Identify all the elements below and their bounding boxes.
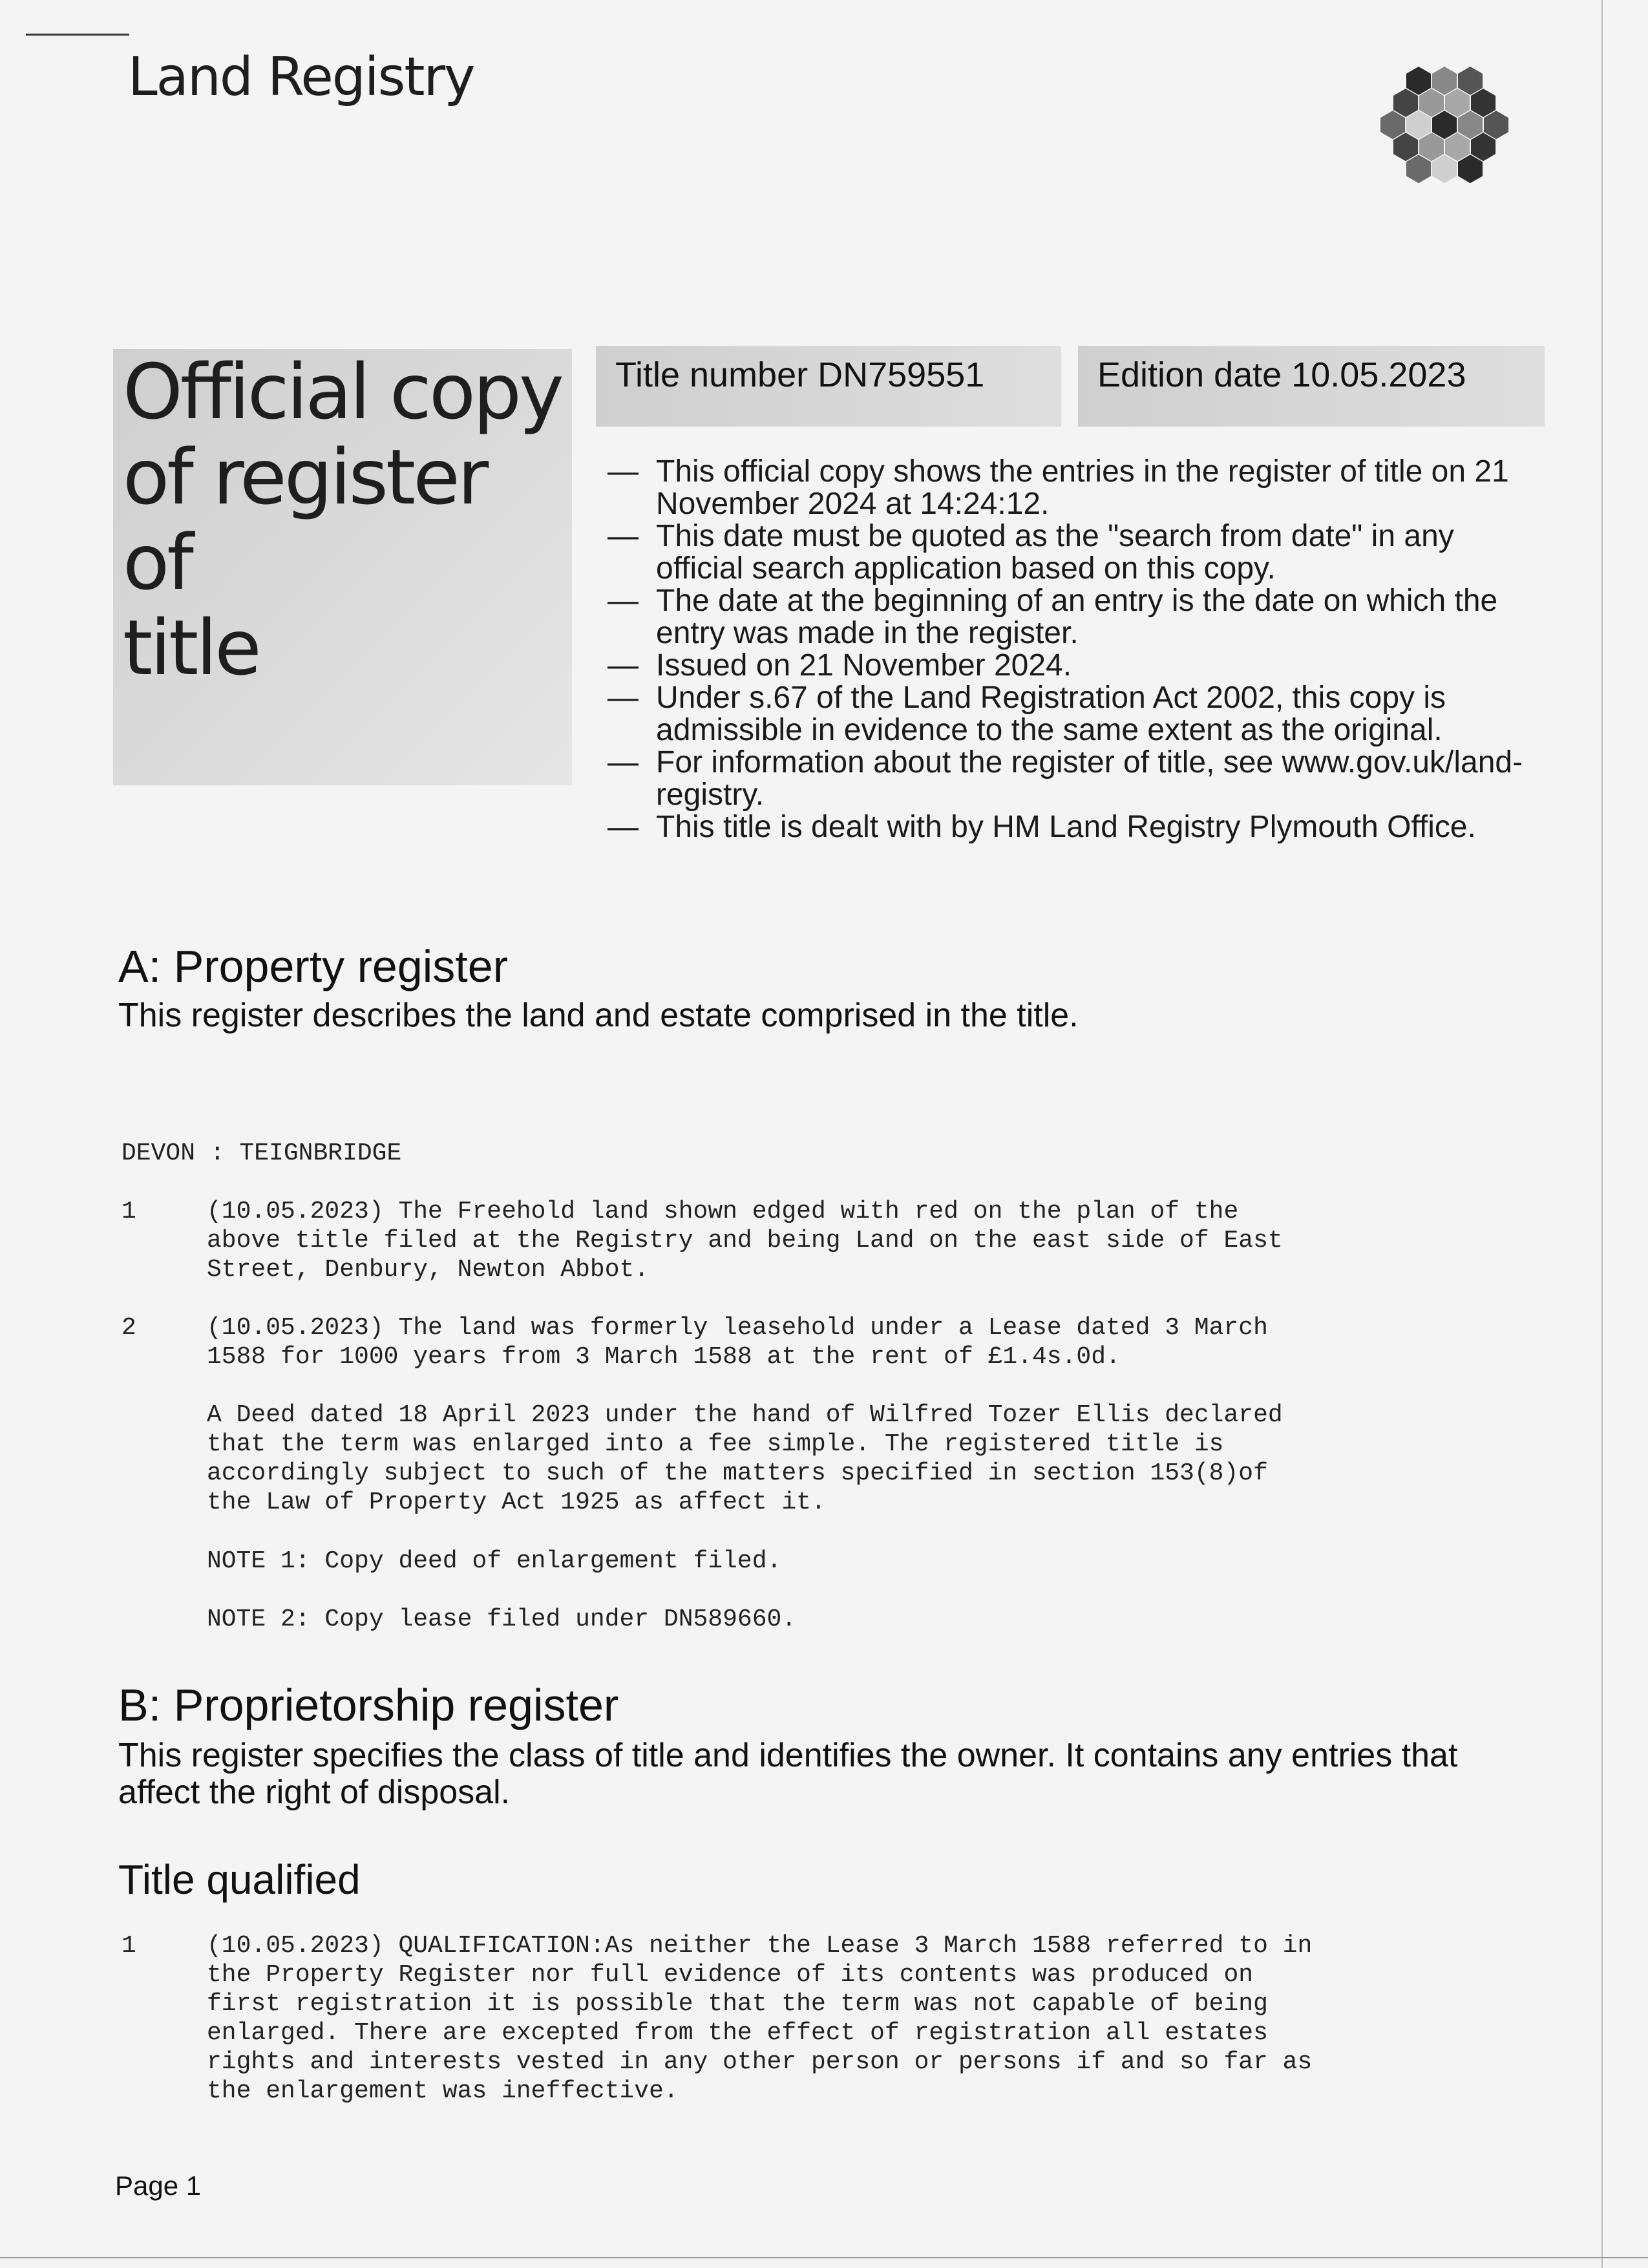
entry-text: (10.05.2023) QUALIFICATION:As neither the Lease 3 March 1588 referred to in the Property Register nor full evidence of its contents was produced on first registration it is possible that the term was not capable of being enlarged. There are excepted from the effect of registration all estates rights and interests vested in any other person or persons if and so far as the enlargement was ineffective. <box>207 1932 1313 2105</box>
document-title <box>123 349 575 690</box>
notes-list <box>607 456 1538 843</box>
document-title-line: Official copy <box>123 347 562 436</box>
document-title-line: of register of <box>123 432 487 607</box>
edition-date: Edition date 10.05.2023 <box>1078 346 1545 427</box>
entry-number: 1 <box>121 1932 136 1960</box>
bottom-rule <box>0 2257 1648 2258</box>
entry-paragraph: A Deed dated 18 April 2023 under the hand of Wilfred Tozer Ellis declared that the term was enlarged into a fee simple. The registered title is accordingly subject to such of the matters specified in section 153(8)of the Law of Property Act 1925 as affect it. <box>207 1401 1283 1516</box>
corner-mark <box>26 34 129 39</box>
note-item: — Issued on 21 November 2024. <box>607 650 1538 682</box>
logo-hexagon <box>1458 111 1483 139</box>
page-number: Page 1 <box>115 2170 202 2201</box>
logo-hexagon <box>1380 111 1405 139</box>
proprietorship-register-heading: B: Proprietorship register <box>118 1680 619 1730</box>
logo-hexagon <box>1471 89 1495 117</box>
property-register-heading: A: Property register <box>118 941 508 991</box>
logo-hexagon <box>1419 89 1444 117</box>
note-item: — The date at the beginning of an entry is the date on which the entry was made in the register. <box>607 585 1538 650</box>
note-item: — Under s.67 of the Land Registration Act 2002, this copy is admissible in evidence to the same extent as the original. <box>607 682 1538 747</box>
property-register-description: This register describes the land and estate comprised in the title. <box>118 997 1079 1034</box>
entry-text: (10.05.2023) The land was formerly leasehold under a Lease dated 3 March 1588 for 1000 years from 3 March 1588 at the rent of £1.4s.0d. <box>207 1314 1268 1371</box>
note-item: — This official copy shows the entries in the register of title on 21 November 2024 at 14:24:12. <box>607 456 1538 520</box>
logo-hexagon <box>1406 111 1431 139</box>
title-number: Title number DN759551 <box>596 346 1061 427</box>
logo-hexagon <box>1458 154 1483 183</box>
entry-text: (10.05.2023) The Freehold land shown edged with red on the plan of the above title filed at the Registry and being Land on the east side of East Street, Denbury, Newton Abbot. <box>207 1198 1283 1284</box>
logo-hexagon <box>1445 89 1470 117</box>
entry-note: NOTE 1: Copy deed of enlargement filed. <box>207 1547 782 1575</box>
logo-hexagon <box>1432 154 1457 183</box>
page-edge <box>1601 0 1603 2268</box>
logo-hexagon <box>1432 111 1457 139</box>
logo-hexagon <box>1432 67 1457 95</box>
entry-note: NOTE 2: Copy lease filed under DN589660. <box>207 1606 797 1633</box>
note-item: — This title is dealt with by HM Land Registry Plymouth Office. <box>607 811 1538 843</box>
logo-hexagon <box>1393 132 1418 161</box>
land-registry-logo-text: Land Registry <box>128 47 474 108</box>
logo-hexagon <box>1406 67 1431 95</box>
note-item: — For information about the register of title, see www.gov.uk/land-registry. <box>607 747 1538 811</box>
document-title-line: title <box>123 603 259 692</box>
note-item: — This date must be quoted as the "search from date" in any official search application based on this copy. <box>607 520 1538 585</box>
logo-hexagon <box>1406 154 1431 183</box>
entry-number: 2 <box>121 1314 136 1342</box>
proprietorship-register-description: This register specifies the class of title and identifies the owner. It contains any entries that affect the right of disposal. <box>118 1737 1458 1811</box>
logo-hexagon <box>1445 132 1470 161</box>
logo-hexagon <box>1419 132 1444 161</box>
logo-hexagon <box>1458 67 1483 95</box>
title-qualified-heading: Title qualified <box>118 1856 361 1903</box>
hexagon-cluster-icon <box>1354 61 1535 210</box>
location-line: DEVON : TEIGNBRIDGE <box>121 1139 402 1167</box>
entry-number: 1 <box>121 1198 136 1225</box>
logo-hexagon <box>1471 132 1495 161</box>
logo-hexagon <box>1393 89 1418 117</box>
logo-hexagon <box>1484 111 1508 139</box>
